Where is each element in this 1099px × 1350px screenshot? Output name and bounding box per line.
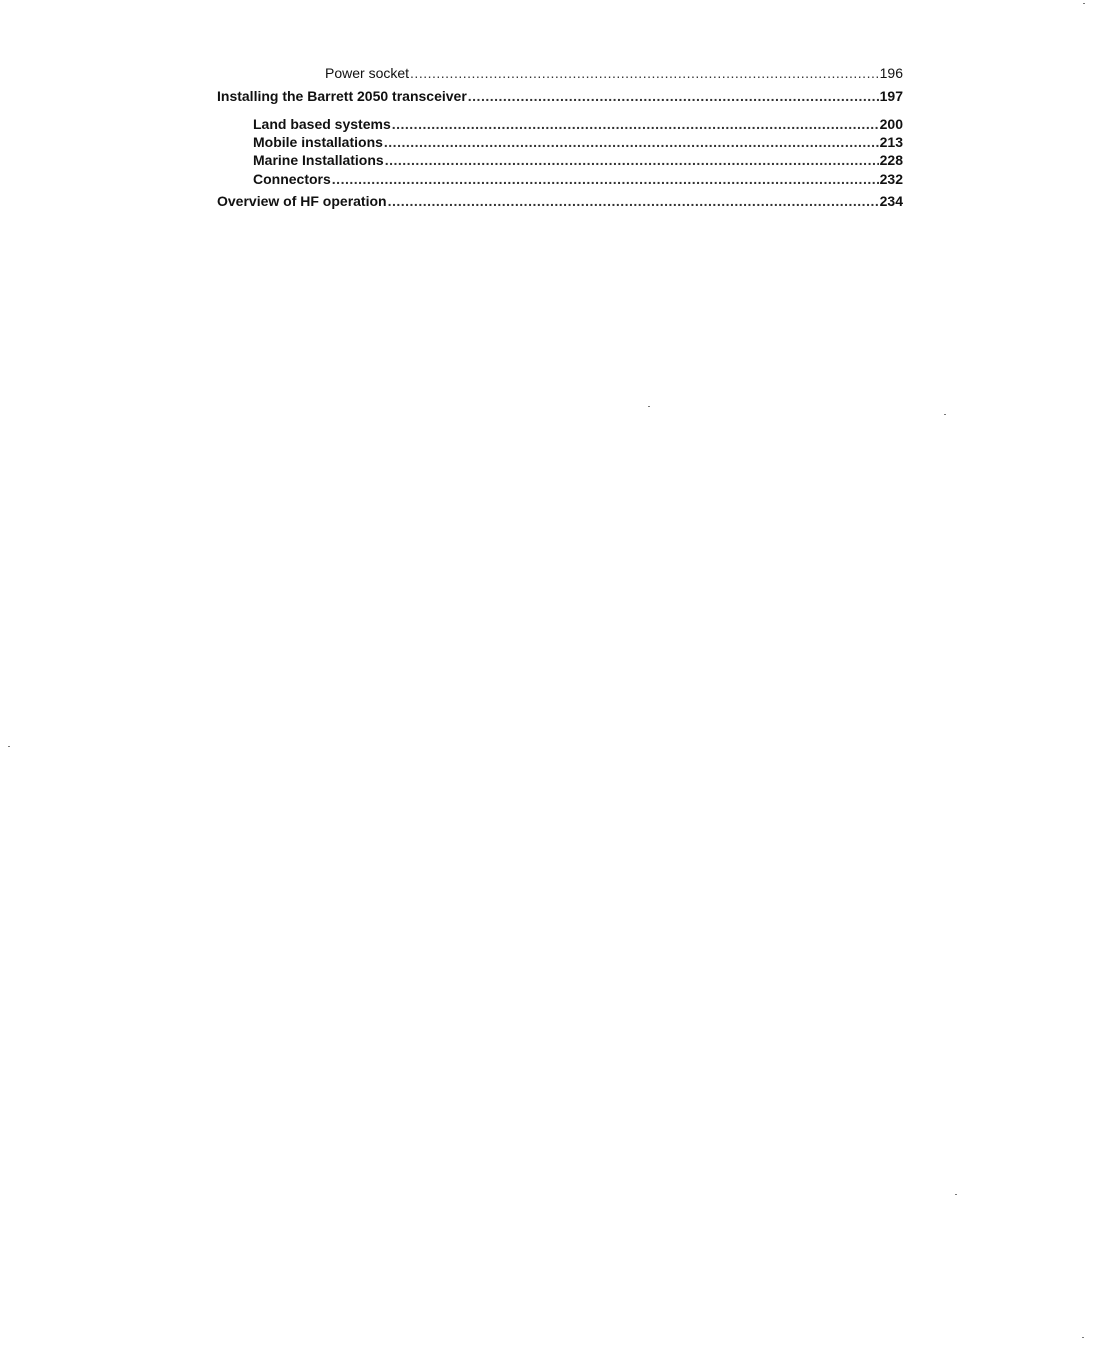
toc-entry[interactable] xyxy=(253,134,903,150)
dot-leader xyxy=(384,134,879,150)
toc-entry[interactable] xyxy=(253,171,903,187)
toc-entry[interactable] xyxy=(253,152,903,168)
scan-speck xyxy=(648,406,650,407)
toc-entry[interactable] xyxy=(217,88,903,104)
toc-entry-title: Connectors xyxy=(253,171,331,187)
toc-entry-page: 234 xyxy=(879,193,903,209)
scan-speck xyxy=(1082,1337,1084,1338)
scan-speck xyxy=(955,1194,957,1195)
dot-leader xyxy=(392,116,879,132)
toc-entry-title: Installing the Barrett 2050 transceiver xyxy=(217,88,467,104)
toc-entry-page: 200 xyxy=(879,116,903,132)
toc-entry-page: 228 xyxy=(879,152,903,168)
dot-leader xyxy=(388,193,879,209)
dot-leader xyxy=(410,65,879,81)
toc-entry[interactable] xyxy=(325,65,903,81)
toc-entry-page: 213 xyxy=(879,134,903,150)
scan-speck xyxy=(8,746,10,747)
scan-speck xyxy=(1083,3,1085,4)
toc-entry[interactable] xyxy=(217,193,903,209)
dot-leader xyxy=(332,171,879,187)
toc-entry-title: Power socket xyxy=(325,65,410,81)
toc-entry-page: 196 xyxy=(879,65,903,81)
toc-entry-page: 232 xyxy=(879,171,903,187)
scan-speck xyxy=(944,414,946,415)
dot-leader xyxy=(385,152,879,168)
toc-entry-title: Marine Installations xyxy=(253,152,384,168)
toc-entry-title: Land based systems xyxy=(253,116,391,132)
toc-entry-title: Overview of HF operation xyxy=(217,193,387,209)
dot-leader xyxy=(468,88,879,104)
toc-entry-title: Mobile installations xyxy=(253,134,383,150)
toc-entry[interactable] xyxy=(253,116,903,132)
toc-entry-page: 197 xyxy=(879,88,903,104)
